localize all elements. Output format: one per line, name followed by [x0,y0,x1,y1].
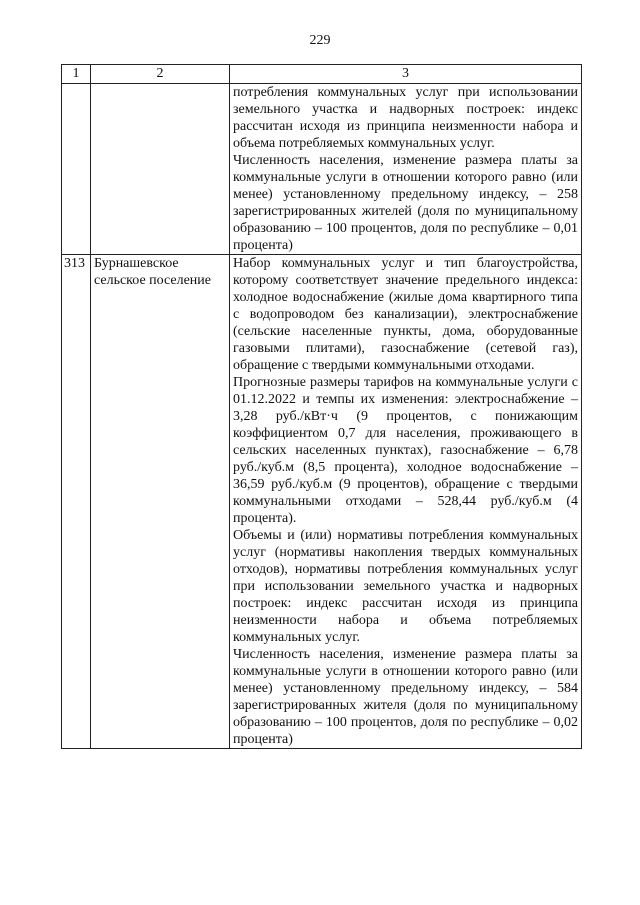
table-row [62,255,582,749]
content-paragraph: Объемы и (или) нормативы потребления коммунальных услуг (нормативы накопления твердых коммунальных отходов), нормативы потребления коммунальных услуг при использовании земельного участка и надворных построек: индекс рассчитан исходя из принципа неизменности набора и объема потребляемых коммунальных услуг. [233,528,578,645]
row-number [62,84,91,255]
table-header-row [62,65,582,84]
row-content [230,255,582,749]
row-number: 313 [62,255,91,749]
content-paragraph: Численность населения, изменение размера платы за коммунальные услуги в отношении которого равно (или менее) установленному предельному индексу, – 258 зарегистрированных жителей (доля по муниципальному образованию – 100 процентов, доля по республике – 0,01 процента) [233,153,578,253]
row-name: Бурнашевское сельское поселение [91,255,230,749]
table-row [62,84,582,255]
content-paragraph: Прогнозные размеры тарифов на коммунальные услуги с 01.12.2022 и темпы их изменения: электроснабжение – 3,28 руб./кВт·ч (9 процентов, с понижающим коэффициентом 0,7 для населения, проживающего в сельских населенных пунктах), газоснабжение – 6,78 руб./куб.м (8,5 процента), холодное водоснабжение – 36,59 руб./куб.м (9 процентов), обращение с твердыми коммунальными отходами – 528,44 руб./куб.м (4 процента). [233,375,578,526]
content-paragraph: Численность населения, изменение размера платы за коммунальные услуги в отношении которого равно (или менее) установленному предельному индексу, – 584 зарегистрированных жителя (доля по муниципальному образованию – 100 процентов, доля по республике – 0,02 процента) [233,647,578,747]
row-name [91,84,230,255]
header-col-3: 3 [230,65,582,84]
page-number: 229 [309,33,331,48]
header-col-2: 2 [91,65,230,84]
header-col-1: 1 [62,65,91,84]
row-content [230,84,582,255]
content-paragraph: потребления коммунальных услуг при использовании земельного участка и надворных построек: индекс рассчитан исходя из принципа неизменности набора и объема потребляемых коммунальных услуг. [233,85,578,151]
content-paragraph: Набор коммунальных услуг и тип благоустройства, которому соответствует значение предельного индекса: холодное водоснабжение (жилые дома квартирного типа с водопроводом без канализации), электроснабжение (сельские населенные пункты, дома, оборудованные газовыми плитами), газоснабжение (сетевой газ), обращение с твердыми коммунальными отходами. [233,256,578,373]
data-table [61,64,582,749]
